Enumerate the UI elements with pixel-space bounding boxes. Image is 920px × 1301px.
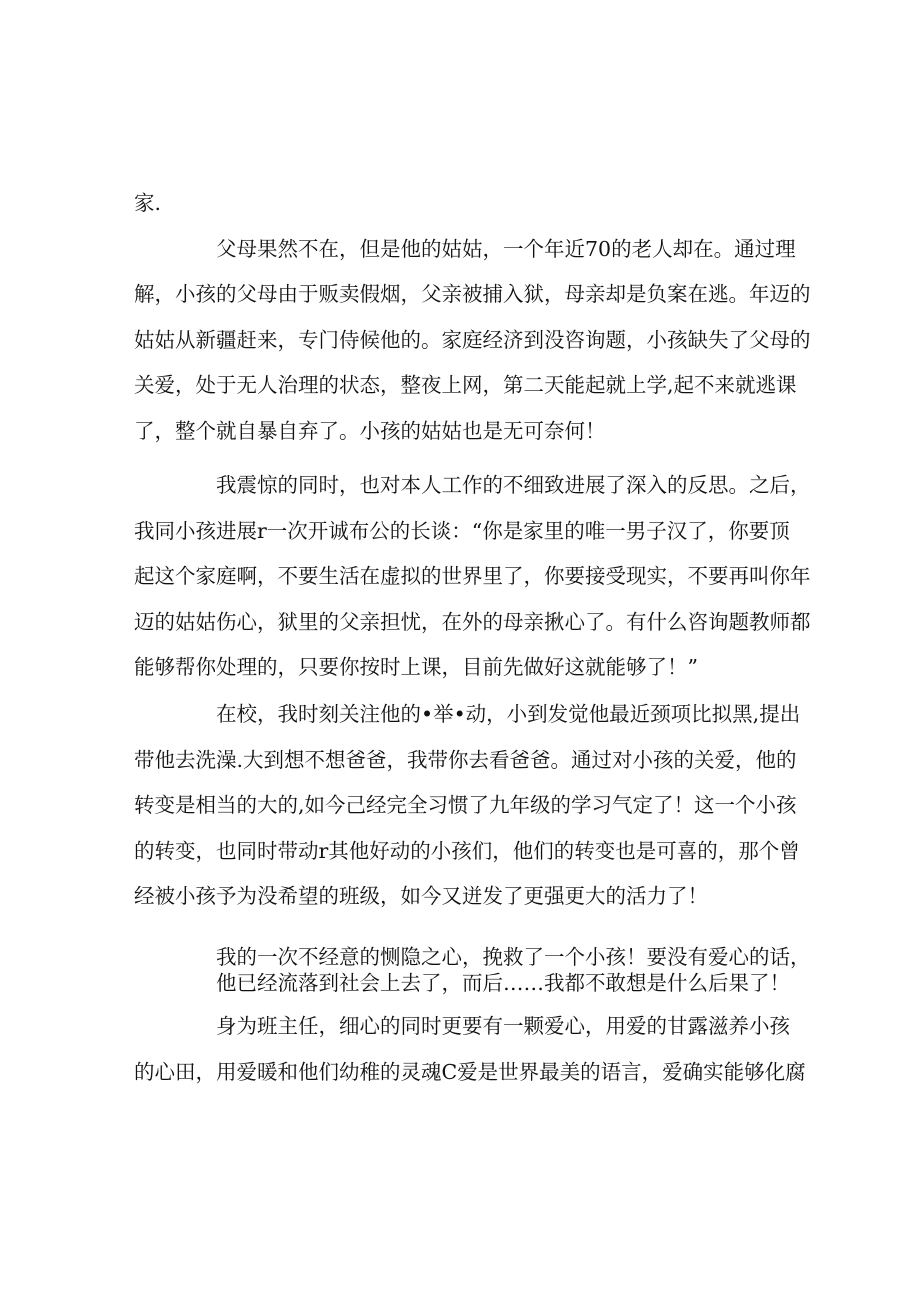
paragraph-head-teacher [134,1004,806,1095]
text-line: 我震惊的同时，也对本人工作的不细致进展了深入的反思。之后， [216,473,811,497]
paragraph-father-mother [134,181,811,455]
paragraph-reflection [134,463,811,691]
text-line: 转变是相当的大的,如今己经完全习惯了九年级的学习气定了！这一个小孩 [134,793,797,818]
text-line: 我同小孩进展r一次开诚布公的长谈：“你是家里的唯一男子汉了，你要顶 [134,518,790,543]
text-line: 起这个家庭啊，不要生活在虚拟的世界里了，你要接受现实，不要再叫你年 [134,564,811,589]
text-line: 经被小孩予为没希望的班级，如今又迸发了更强更大的活力了！ [134,884,708,909]
text-line: 的心田，用爱暖和他们幼稚的灵魂C爱是世界最美的语言，爱确实能够化腐 [134,1059,806,1084]
paragraph-compassion [216,944,811,996]
text-line: 家. [134,191,162,215]
text-line: 他已经流落到社会上去了，而后……我都不敢想是什么后果了！ [216,971,790,995]
text-line: 我的一次不经意的恻隐之心，挽救了一个小孩！要没有爱心的话， [216,945,811,969]
text-line: 带他去洗澡.大到想不想爸爸，我带你去看爸爸。通过对小孩的关爱，他的 [134,747,797,772]
text-line: 父母果然不在，但是他的姑姑，一个年近70的老人却在。通过理 [216,236,796,261]
paragraph-at-school [134,692,801,920]
text-line: 姑姑从新疆赶来，专门侍候他的。家庭经济到没咨询题，小孩缺失了父母的 [134,327,811,352]
text-line: 解，小孩的父母由于贩卖假烟，父亲被捕入狱，母亲却是负案在逃。年迈的 [134,282,811,307]
text-line: 能够帮你处理的，只要你按时上课，目前先做好这就能够了！” [134,655,698,680]
text-line: 的转变，也同时带动r其他好动的小孩们，他们的转变也是可喜的，那个曾 [134,838,800,863]
text-line: 在校，我时刻关注他的•举•动，小到发觉他最近颈项比拟黑,提出 [216,702,801,726]
text-line: 了，整个就自暴自弃了。小孩的姑姑也是无可奈何！ [134,418,606,443]
text-line: 关爱，处于无人治理的状态，整夜上网，第二天能起就上学,起不来就逃课 [134,373,797,398]
text-line: 迈的姑姑伤心，狱里的父亲担忧，在外的母亲揪心了。有什么咨询题教师都 [134,609,811,634]
text-line: 身为班主任，细心的同时更要有一颗爱心，用爱的甘露滋养小孩 [216,1014,790,1038]
